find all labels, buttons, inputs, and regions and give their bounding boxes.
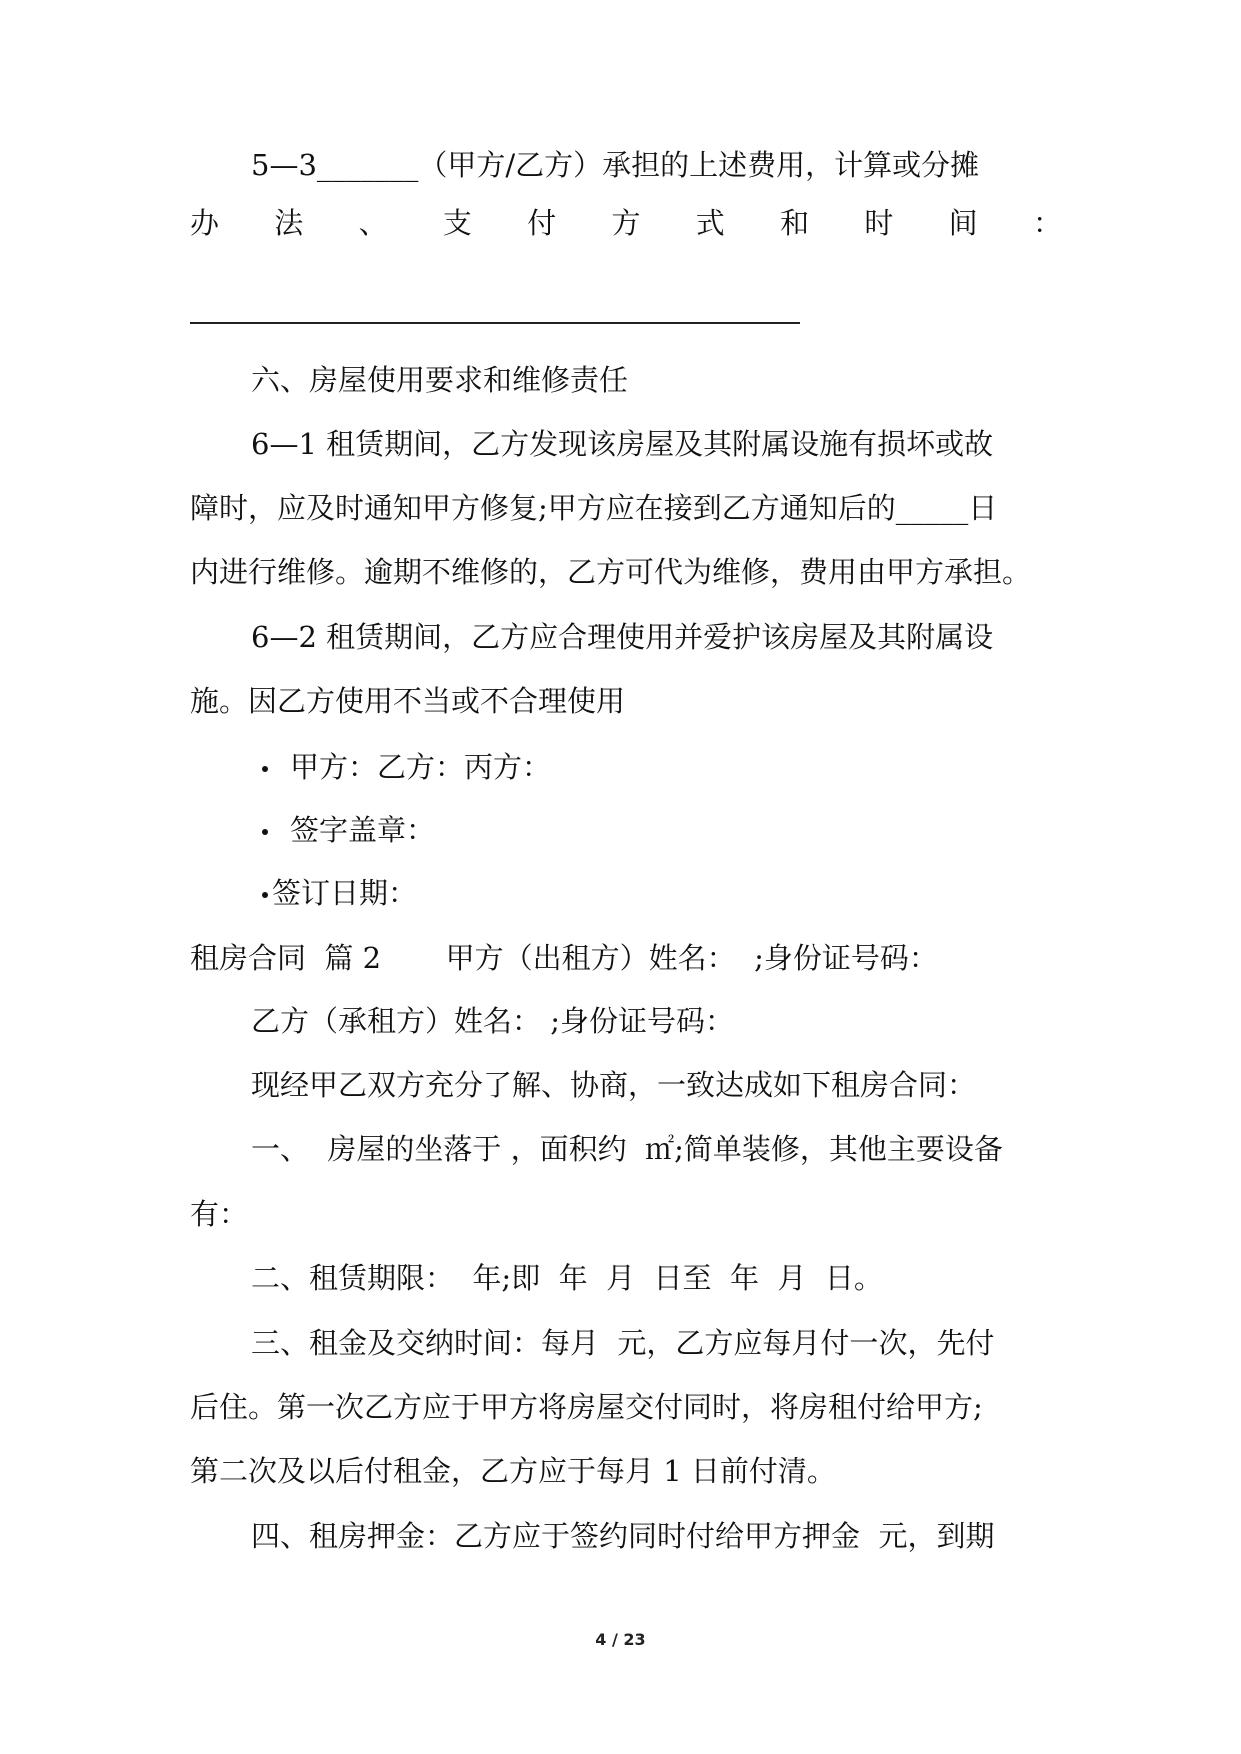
contract-title-line: 租房合同 篇 2 甲方（出租方）姓名： ;身份证号码： <box>190 941 938 975</box>
fill-in-blank-line <box>190 322 800 324</box>
paragraph-line: 施。因乙方使用不当或不合理使用 <box>190 684 626 718</box>
paragraph-line: 四、租房押金：乙方应于签约同时付给甲方押金 元，到期 <box>251 1519 995 1553</box>
paragraph-line: 后住。第一次乙方应于甲方将房屋交付同时，将房租付给甲方; <box>190 1390 983 1424</box>
spread-char: 方 <box>611 206 641 240</box>
bullet-item <box>262 747 551 787</box>
bullet-dot-icon <box>262 829 268 835</box>
bullet-item <box>262 873 417 913</box>
paragraph-line: 障时，应及时通知甲方修复;甲方应在接到乙方通知后的_____日 <box>190 491 998 525</box>
spread-char: 间 <box>948 206 978 240</box>
paragraph-line: 二、租赁期限： 年;即 年 月 日至 年 月 日。 <box>251 1261 883 1295</box>
page-number: 4 / 23 <box>595 1630 646 1649</box>
bullet-text: 签订日期： <box>272 876 418 910</box>
spread-char: 式 <box>695 206 725 240</box>
bullet-text: 甲方：乙方：丙方： <box>290 750 552 784</box>
bullet-dot-icon <box>262 892 268 898</box>
paragraph-line: 一、 房屋的坐落于 ，面积约 ㎡;简单装修，其他主要设备 <box>251 1132 1003 1166</box>
paragraph-line: 三、租金及交纳时间：每月 元，乙方应每月付一次，先付 <box>251 1326 995 1360</box>
paragraph-line: 乙方（承租方）姓名： ;身份证号码： <box>251 1004 734 1038</box>
section-heading: 六、房屋使用要求和维修责任 <box>251 363 629 397</box>
paragraph-line: 5—3_______（甲方/乙方）承担的上述费用，计算或分摊 <box>251 148 980 182</box>
spread-char: ： <box>1032 206 1062 240</box>
spread-char: 和 <box>780 206 810 240</box>
spread-char: 法 <box>274 206 304 240</box>
paragraph-line: 有： <box>190 1197 249 1231</box>
bullet-text: 签字盖章： <box>290 813 436 847</box>
spread-char: 办 <box>190 206 220 240</box>
paragraph-line: 6—1 租赁期间，乙方发现该房屋及其附属设施有损坏或故 <box>251 427 994 461</box>
bullet-item <box>262 810 435 850</box>
spread-char: 、 <box>358 206 388 240</box>
paragraph-line: 6—2 租赁期间，乙方应合理使用并爱护该房屋及其附属设 <box>251 620 994 654</box>
paragraph-line: 现经甲乙双方充分了解、协商，一致达成如下租房合同： <box>251 1068 977 1102</box>
paragraph-line: 内进行维修。逾期不维修的，乙方可代为维修，费用由甲方承担。 <box>190 555 1032 589</box>
bullet-dot-icon <box>262 766 268 772</box>
spread-char: 支 <box>442 206 472 240</box>
spread-char: 时 <box>864 206 894 240</box>
spread-char: 付 <box>527 206 557 240</box>
paragraph-line: 第二次及以后付租金，乙方应于每月 1 日前付清。 <box>190 1454 836 1488</box>
justified-line <box>190 203 1062 243</box>
